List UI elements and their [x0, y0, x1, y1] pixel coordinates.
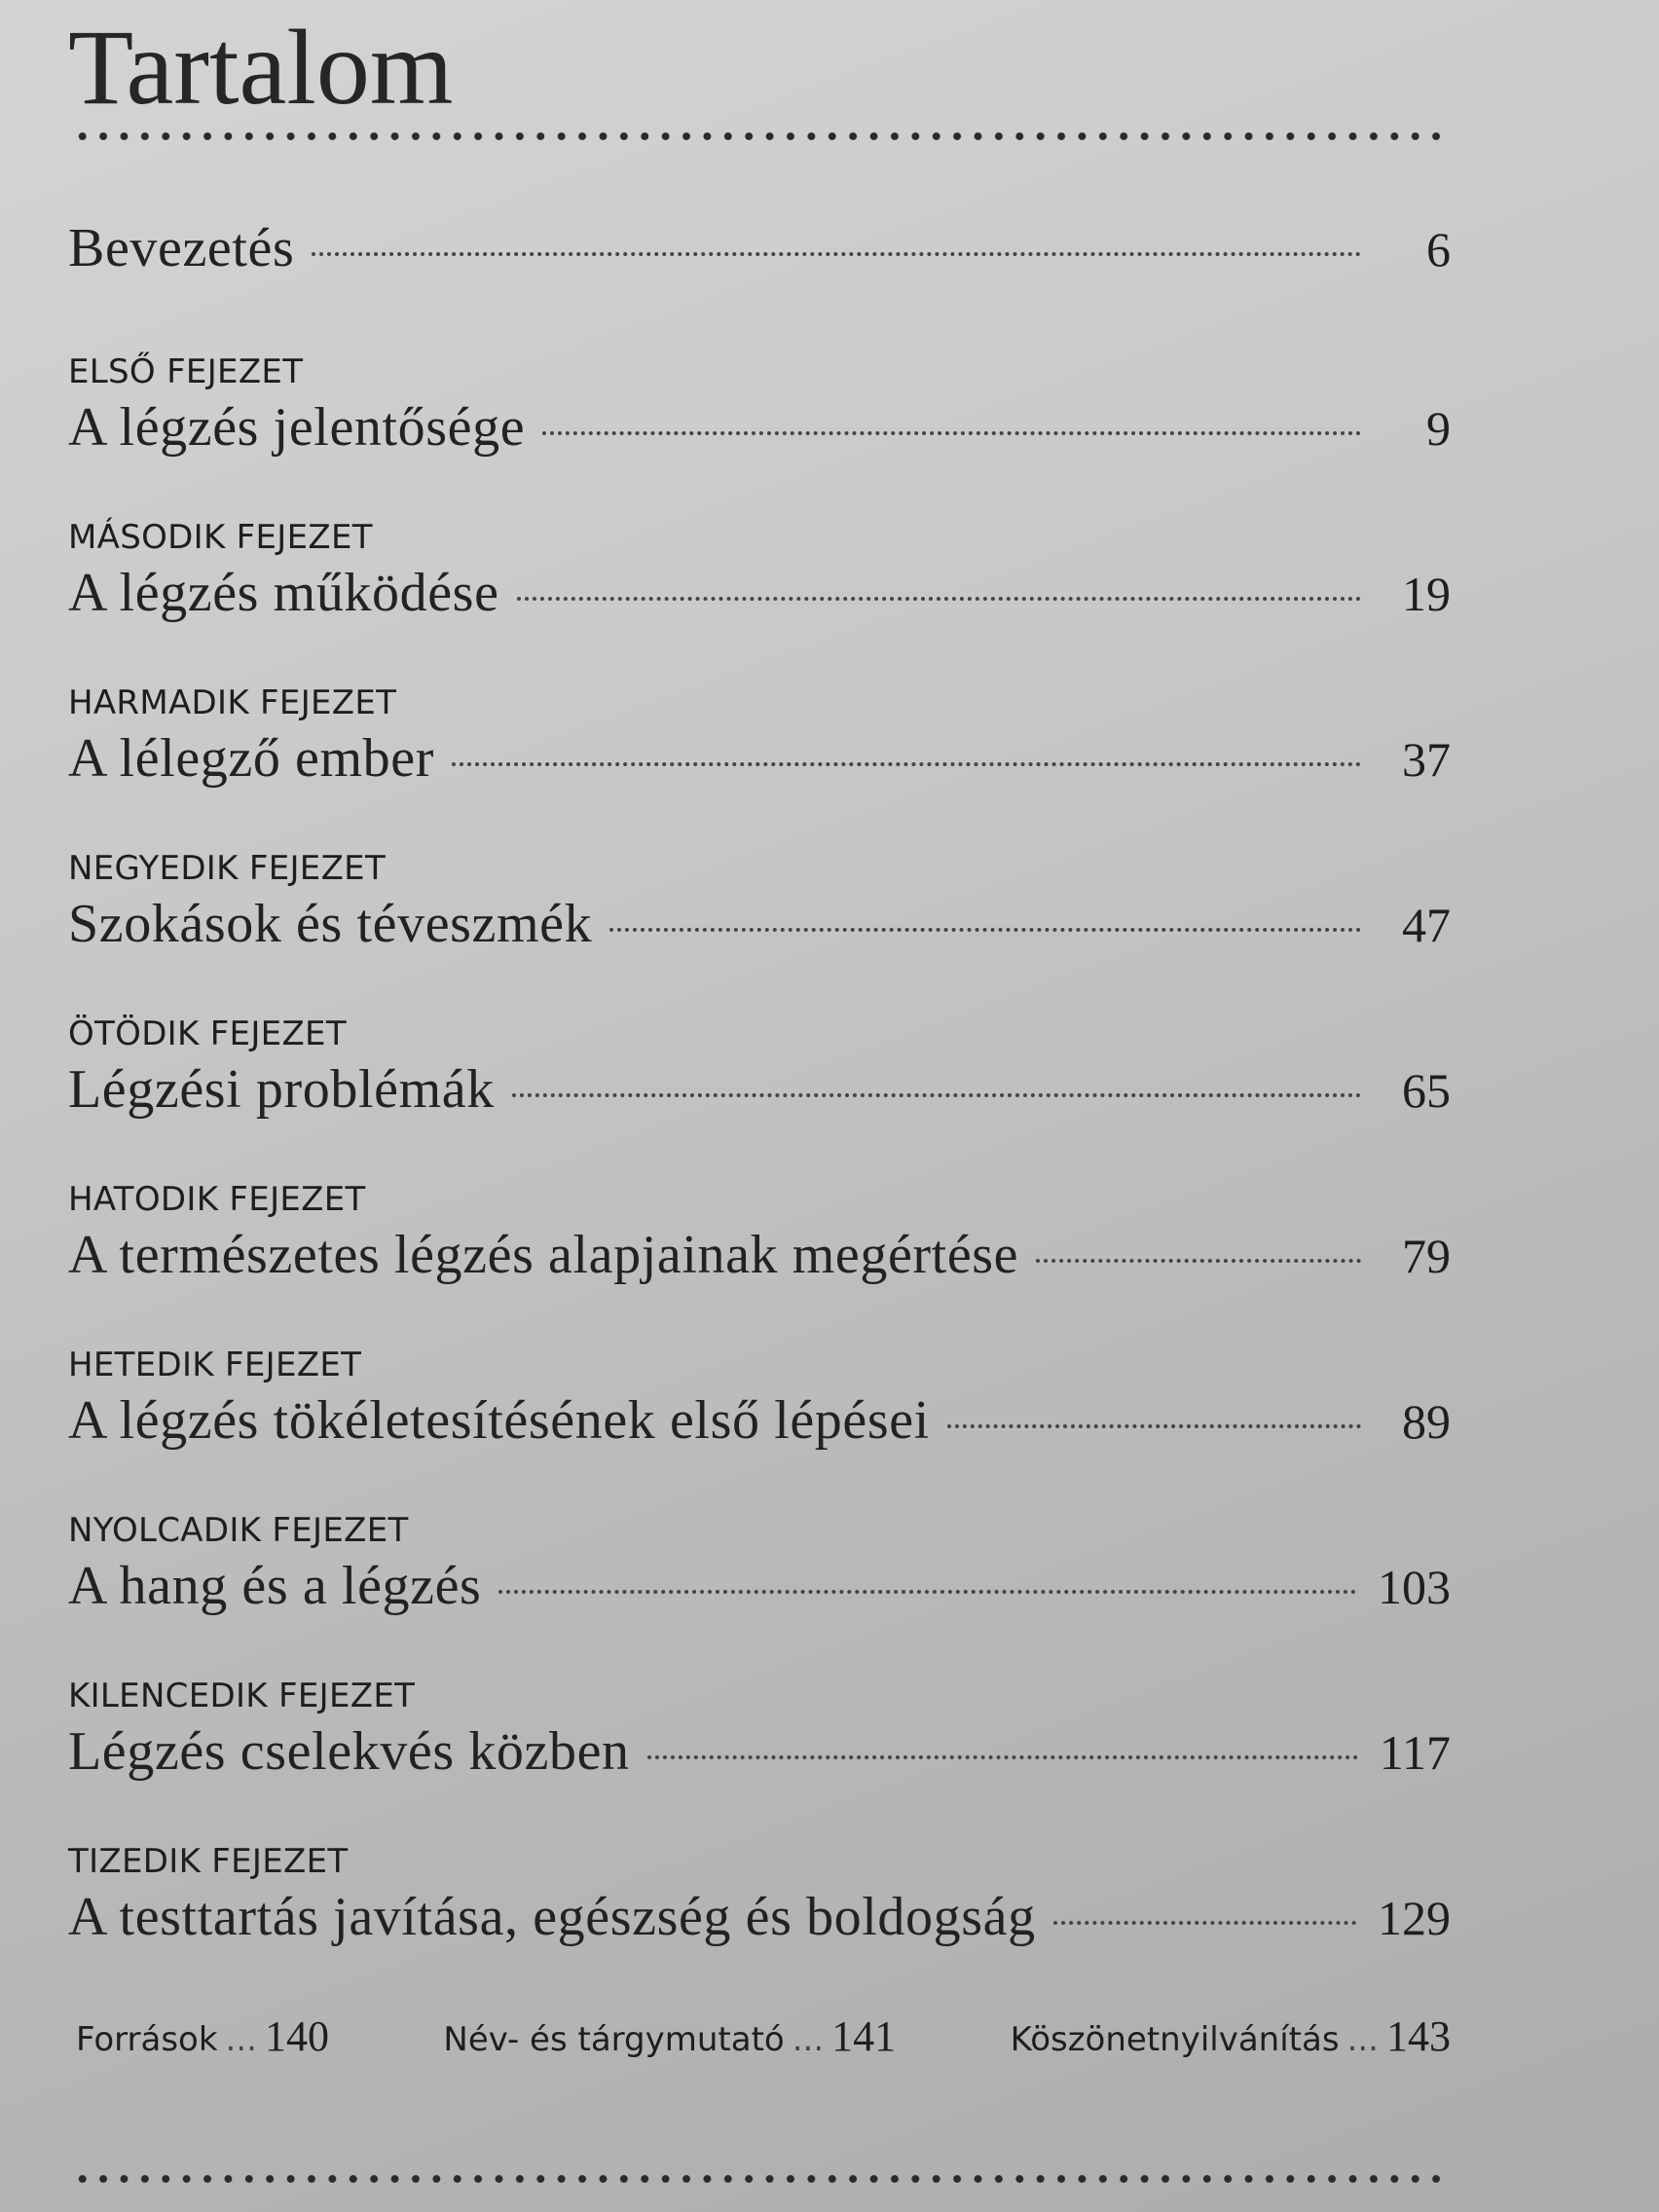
- chapter-label: NYOLCADIK FEJEZET: [68, 1511, 409, 1550]
- dotted-rule-bottom: [72, 2173, 1449, 2185]
- page-number: 37: [1402, 732, 1451, 787]
- page-number: 65: [1402, 1063, 1451, 1118]
- dot-leader: [609, 928, 1361, 932]
- entry-title: A légzés tökéletesítésének első lépései: [68, 1390, 930, 1451]
- chapter-label: KILENCEDIK FEJEZET: [68, 1677, 416, 1715]
- dot-leader: [498, 1590, 1356, 1594]
- backmatter-row: [76, 2011, 1451, 2061]
- entry-title: Bevezetés: [68, 218, 295, 278]
- chapter-label: ÖTÖDIK FEJEZET: [68, 1014, 347, 1053]
- page-number: 89: [1402, 1394, 1451, 1449]
- backmatter-acknowledgements[interactable]: [1011, 2011, 1451, 2061]
- entry-title: A lélegző ember: [68, 728, 434, 789]
- page-number: 140: [264, 2012, 329, 2060]
- toc-entry-chapter-1[interactable]: [68, 352, 1451, 463]
- chapter-label: HETEDIK FEJEZET: [68, 1346, 362, 1384]
- dot-leader: [517, 597, 1361, 601]
- chapter-label: TIZEDIK FEJEZET: [68, 1842, 349, 1881]
- page-number: 6: [1426, 222, 1451, 276]
- page-number: 129: [1378, 1891, 1451, 1945]
- page-number: 143: [1386, 2012, 1451, 2060]
- backmatter-index[interactable]: [443, 2011, 896, 2061]
- toc-entry-chapter-5[interactable]: [68, 1014, 1451, 1125]
- toc-entry-chapter-3[interactable]: [68, 683, 1451, 794]
- page-number: 79: [1402, 1229, 1451, 1283]
- page-number: 19: [1402, 567, 1451, 621]
- dot-leader: [947, 1424, 1361, 1428]
- entry-title: Szokások és téveszmék: [68, 894, 593, 954]
- entry-title: A légzés működése: [68, 563, 499, 623]
- page-number: 117: [1379, 1725, 1451, 1780]
- toc-entry-chapter-6[interactable]: [68, 1180, 1451, 1291]
- dot-leader: [647, 1755, 1358, 1759]
- entry-title: A testtartás javítása, egészség és boldogság: [68, 1887, 1036, 1947]
- entry-title: A természetes légzés alapjainak megértése: [68, 1225, 1019, 1285]
- dot-leader: [452, 762, 1361, 766]
- backmatter-label: Források: [76, 2020, 218, 2059]
- dot-leader: ...: [792, 2020, 825, 2059]
- chapter-label: MÁSODIK FEJEZET: [68, 518, 373, 557]
- entry-title: Légzési problémák: [68, 1059, 495, 1120]
- toc-entry-chapter-4[interactable]: [68, 849, 1451, 960]
- dot-leader: ...: [1346, 2020, 1379, 2059]
- page-number: 103: [1378, 1560, 1451, 1614]
- backmatter-sources[interactable]: [76, 2011, 329, 2061]
- chapter-label: NEGYEDIK FEJEZET: [68, 849, 387, 888]
- backmatter-label: Köszönetnyilvánítás: [1010, 2020, 1340, 2059]
- dot-leader: [1053, 1921, 1356, 1925]
- backmatter-label: Név- és tárgymutató: [443, 2020, 785, 2059]
- chapter-label: HARMADIK FEJEZET: [68, 683, 397, 722]
- page-number: 141: [831, 2012, 897, 2060]
- entry-title: Légzés cselekvés közben: [68, 1721, 630, 1782]
- toc-entry-intro[interactable]: [68, 212, 1451, 284]
- toc-entry-chapter-8[interactable]: [68, 1511, 1451, 1622]
- entry-title: A légzés jelentősége: [68, 397, 526, 458]
- dot-leader: [312, 252, 1361, 256]
- toc-entry-chapter-7[interactable]: [68, 1346, 1451, 1456]
- dot-leader: [1036, 1259, 1361, 1263]
- toc-entry-chapter-2[interactable]: [68, 518, 1451, 629]
- page-title: Tartalom: [68, 8, 454, 127]
- dot-leader: [542, 431, 1361, 435]
- dotted-rule-top: [72, 130, 1449, 142]
- page-number: 47: [1402, 898, 1451, 952]
- dot-leader: [512, 1093, 1361, 1097]
- toc-entry-chapter-10[interactable]: [68, 1842, 1451, 1953]
- chapter-label: ELSŐ FEJEZET: [68, 352, 304, 391]
- page-number: 9: [1426, 401, 1451, 456]
- entry-title: A hang és a légzés: [68, 1556, 482, 1616]
- toc-entry-chapter-9[interactable]: [68, 1677, 1451, 1788]
- dot-leader: ...: [225, 2020, 257, 2059]
- chapter-label: HATODIK FEJEZET: [68, 1180, 366, 1219]
